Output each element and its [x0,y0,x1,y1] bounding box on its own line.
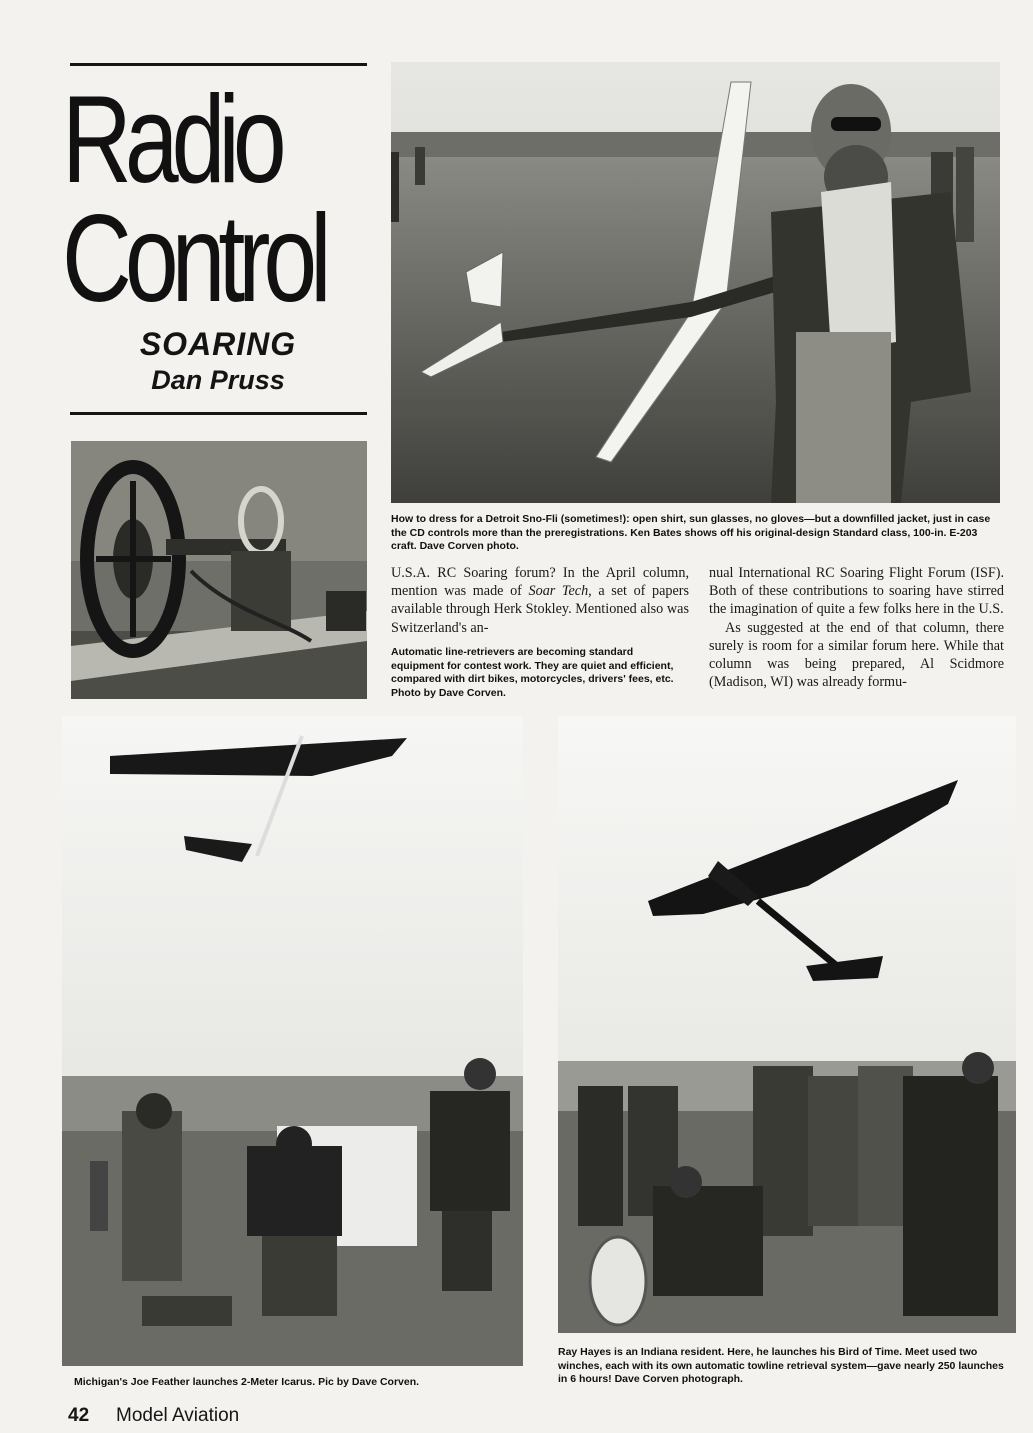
article-column-2 [709,564,1004,691]
article-column-1 [391,564,689,637]
header-top-rule [70,63,367,66]
caption-top-photo: How to dress for a Detroit Sno-Fli (sometimes!): open shirt, sun glasses, no gloves—but a downfilled jacket, just in case the CD controls more than the preregistrations. Ken Bates shows off his original-design Standard class, 100-in. E-203 craft. Dave Corven photo. [391,513,991,552]
caption-left-launch-photo: Michigan's Joe Feather launches 2-Meter Icarus. Pic by Dave Corven. [74,1376,420,1388]
caption-right-launch-photo: Ray Hayes is an Indiana resident. Here, he launches his Bird of Time. Meet used two winches, each with its own automatic towline retrieval system—gave nearly 250 launches in 6 hours! Dave Corven photograph. [558,1346,1004,1385]
photo-glider-holder [391,62,1000,503]
article-col1-text-b: a set of papers available through Herk Stokley. Mentioned also was Switzerland's an- [391,583,690,636]
section-name: SOARING [139,326,297,362]
photo-winch [71,441,367,699]
photo-ray-hayes-launch [558,716,1016,1333]
photo-joe-feather-launch [62,716,523,1366]
article-col1-text-a: U.S.A. RC Soaring forum? In the April column, mention was made of [391,565,689,600]
caption-winch-photo: Automatic line-retrievers are becoming standard equipment for contest work. They are quiet and efficient, compared with dirt bikes, motorcycles, drivers' fees, etc. Photo by Dave Corven. [391,646,674,699]
title-line-1: Radio [62,71,280,209]
magazine-name: Model Aviation [116,1405,240,1426]
article-col2-para-1: nual International RC Soaring Flight Forum (ISF). Both of these contributions to soaring have stirred the imagination of quite a few folks here in the U.S. [709,565,1004,618]
article-col1-title: Soar Tech, [528,583,592,600]
title-line-2: Control [62,190,325,328]
article-col2-para-2: As suggested at the end of that column, there surely is room for a similar forum here. While that column was being prepared, Al Scidmore (Madison, WI) was already formu- [709,619,1004,691]
header-bottom-rule [70,412,367,415]
page-number: 42 [68,1405,90,1426]
author-byline: Dan Pruss [151,365,285,395]
